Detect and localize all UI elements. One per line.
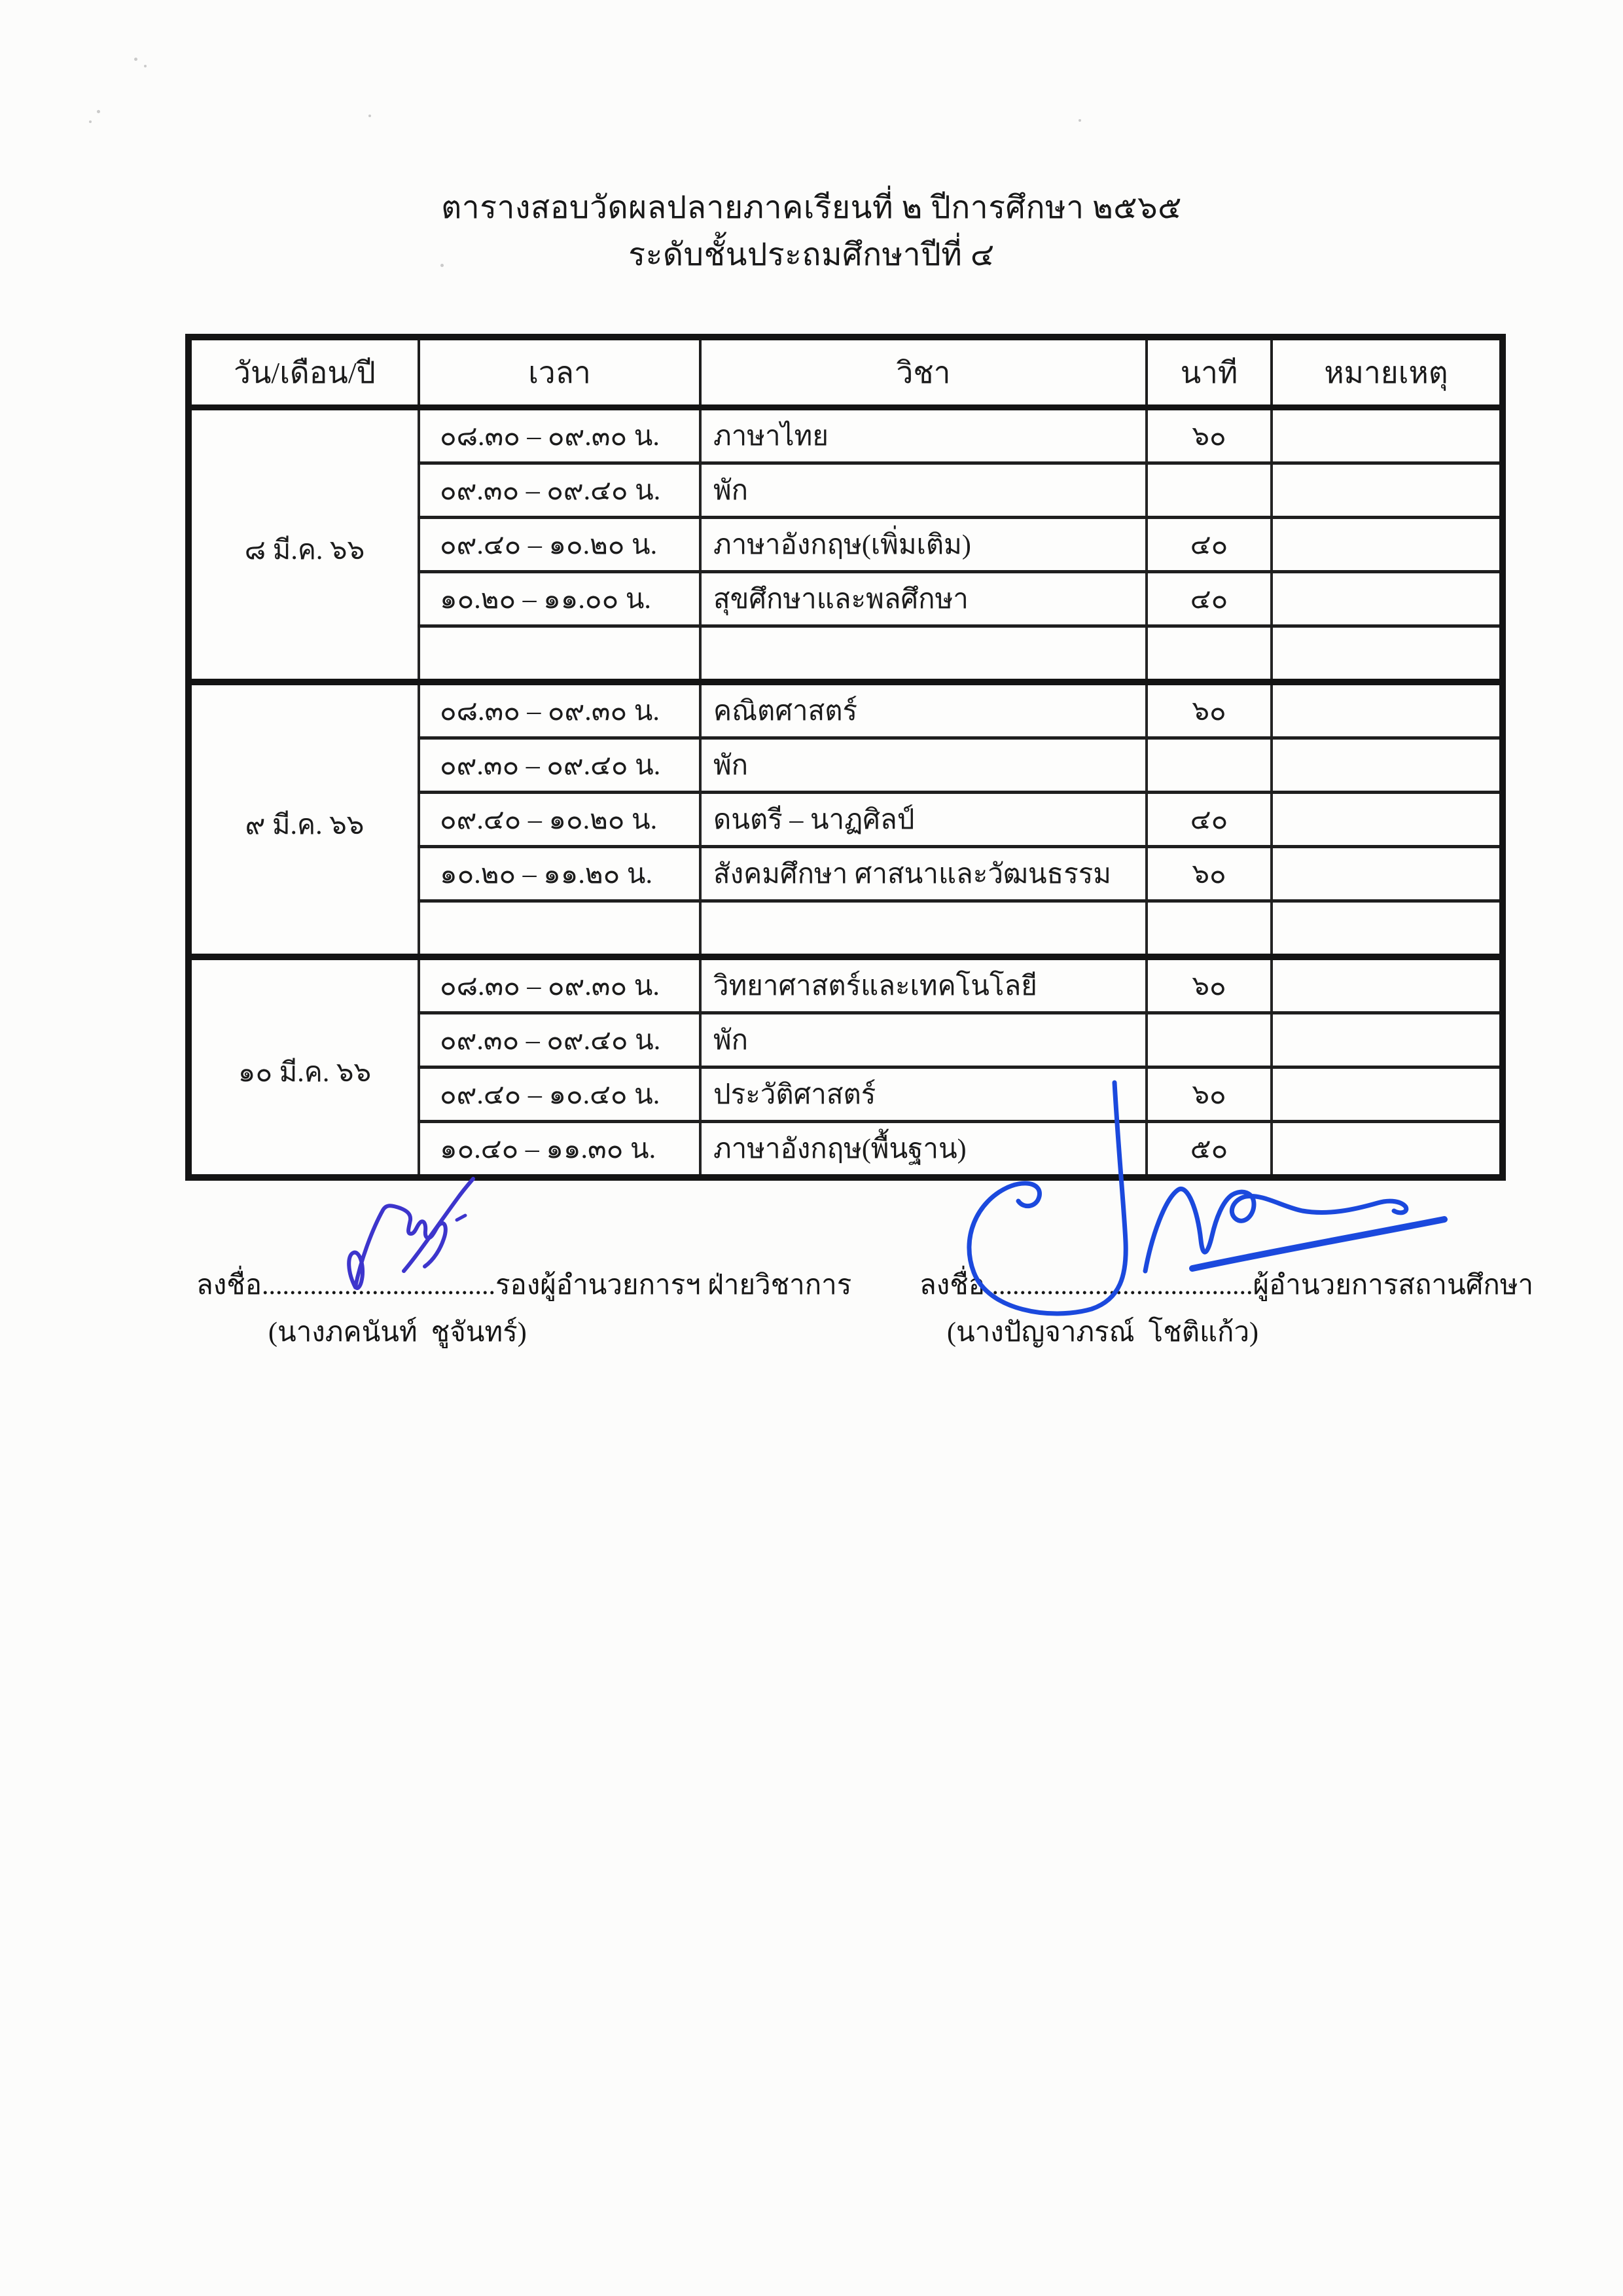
col-header-time: เวลา	[419, 337, 700, 408]
document-title	[0, 185, 1623, 279]
date-cell: ๘ มี.ค. ๖๖	[244, 535, 365, 565]
remark-cell	[1272, 682, 1503, 738]
signature-line-director: ลงชื่อ.......................................ผู้อำนวยการสถานศึกษา	[919, 1270, 1534, 1300]
time-cell: ๑๐.๔๐ – ๑๑.๓๐ น.	[419, 1122, 700, 1178]
remark-cell	[1272, 847, 1503, 901]
subject-cell: พัก	[700, 463, 1147, 518]
table-row	[188, 408, 1503, 463]
subject-cell: ภาษาอังกฤษ(เพิ่มเติม)	[700, 518, 1147, 572]
remark-cell	[1272, 1122, 1503, 1178]
remark-cell	[1272, 901, 1503, 958]
dust-speck	[1079, 119, 1081, 122]
col-header-minutes: นาที	[1147, 337, 1272, 408]
time-cell: ๑๐.๒๐ – ๑๑.๐๐ น.	[419, 572, 700, 626]
time-cell: ๐๘.๓๐ – ๐๙.๓๐ น.	[419, 408, 700, 463]
remark-cell	[1272, 1067, 1503, 1122]
minutes-cell: ๕๐	[1147, 1122, 1272, 1178]
subject-cell: พัก	[700, 1013, 1147, 1067]
time-cell	[419, 626, 700, 683]
minutes-cell: ๔๐	[1147, 793, 1272, 847]
minutes-cell: ๖๐	[1147, 957, 1272, 1013]
minutes-cell: ๖๐	[1147, 682, 1272, 738]
signature-name-deputy-director: (นางภคนันท์ ชูจันทร์)	[268, 1318, 527, 1348]
remark-cell	[1272, 1013, 1503, 1067]
exam-schedule-table	[185, 334, 1506, 1181]
remark-cell	[1272, 957, 1503, 1013]
subject-cell: ภาษาไทย	[700, 408, 1147, 463]
minutes-cell: ๔๐	[1147, 572, 1272, 626]
minutes-cell: ๖๐	[1147, 408, 1272, 463]
signature-name-director: (นางปัญจาภรณ์ โชติแก้ว)	[947, 1318, 1259, 1348]
time-cell: ๑๐.๒๐ – ๑๑.๒๐ น.	[419, 847, 700, 901]
date-cell: ๑๐ มี.ค. ๖๖	[188, 957, 419, 1177]
dust-speck	[144, 65, 147, 67]
col-header-date: วัน/เดือน/ปี	[188, 337, 419, 408]
table-row	[188, 957, 1503, 1013]
subject-cell: ประวัติศาสตร์	[700, 1067, 1147, 1122]
date-cell: ๙ มี.ค. ๖๖	[188, 682, 419, 957]
minutes-cell	[1147, 626, 1272, 683]
subject-cell: สังคมศึกษา ศาสนาและวัฒนธรรม	[700, 847, 1147, 901]
minutes-cell: ๔๐	[1147, 518, 1272, 572]
dust-speck	[368, 115, 371, 117]
minutes-cell	[1147, 463, 1272, 518]
minutes-cell: ๖๐	[1147, 847, 1272, 901]
time-cell: ๐๙.๔๐ – ๑๐.๒๐ น.	[419, 793, 700, 847]
remark-cell	[1272, 738, 1503, 793]
remark-cell	[1272, 626, 1503, 683]
remark-cell	[1272, 408, 1503, 463]
remark-cell	[1272, 463, 1503, 518]
remark-cell	[1272, 793, 1503, 847]
table-header-row	[188, 337, 1503, 408]
minutes-cell	[1147, 738, 1272, 793]
subject-cell: คณิตศาสตร์	[700, 682, 1147, 738]
minutes-cell: ๖๐	[1147, 1067, 1272, 1122]
title-line-2: ระดับชั้นประถมศึกษาปีที่ ๔	[628, 238, 995, 272]
subject-cell	[700, 626, 1147, 683]
dust-speck	[97, 110, 100, 113]
signature-line-deputy-director: ลงชื่อ..................................รองผู้อำนวยการฯ ฝ่ายวิชาการ	[196, 1270, 852, 1300]
subject-cell	[700, 901, 1147, 958]
subject-cell: พัก	[700, 738, 1147, 793]
time-cell	[419, 901, 700, 958]
subject-cell: วิทยาศาสตร์และเทคโนโลยี	[700, 957, 1147, 1013]
time-cell: ๐๙.๔๐ – ๑๐.๔๐ น.	[419, 1067, 700, 1122]
subject-cell: สุขศึกษาและพลศึกษา	[700, 572, 1147, 626]
minutes-cell	[1147, 901, 1272, 958]
col-header-subject: วิชา	[700, 337, 1147, 408]
table-row	[188, 682, 1503, 738]
time-cell: ๐๙.๓๐ – ๐๙.๔๐ น.	[419, 738, 700, 793]
time-cell: ๐๙.๓๐ – ๐๙.๔๐ น.	[419, 1013, 700, 1067]
minutes-cell	[1147, 1013, 1272, 1067]
subject-cell: ภาษาอังกฤษ(พื้นฐาน)	[700, 1122, 1147, 1178]
title-line-1: ตารางสอบวัดผลปลายภาคเรียนที่ ๒ ปีการศึกษา ๒๕๖๕	[441, 190, 1182, 225]
col-header-remark: หมายเหตุ	[1272, 337, 1503, 408]
time-cell: ๐๙.๔๐ – ๑๐.๒๐ น.	[419, 518, 700, 572]
remark-cell	[1272, 572, 1503, 626]
time-cell: ๐๙.๓๐ – ๐๙.๔๐ น.	[419, 463, 700, 518]
time-cell: ๐๘.๓๐ – ๐๙.๓๐ น.	[419, 957, 700, 1013]
dust-speck	[89, 120, 92, 123]
time-cell: ๐๘.๓๐ – ๐๙.๓๐ น.	[419, 682, 700, 738]
dust-speck	[134, 58, 137, 61]
remark-cell	[1272, 518, 1503, 572]
subject-cell: ดนตรี – นาฏศิลป์	[700, 793, 1147, 847]
